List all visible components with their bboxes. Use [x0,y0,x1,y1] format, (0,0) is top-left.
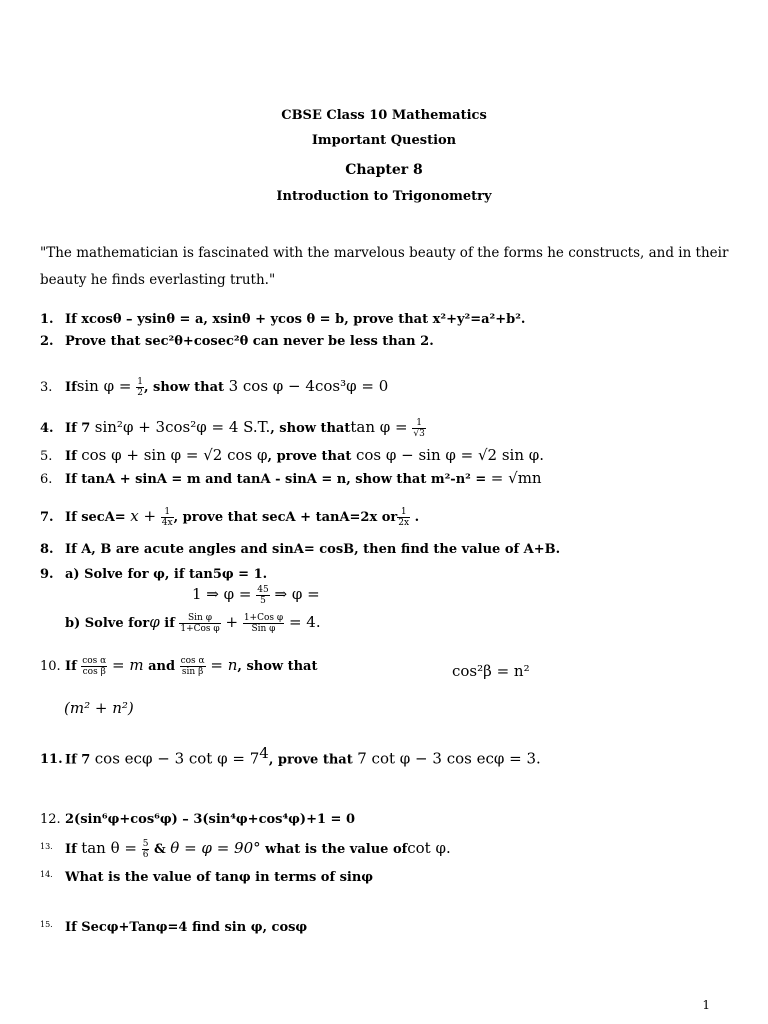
question-connector: , prove that [267,449,356,464]
question-number: 6. [40,472,53,487]
target-fraction: $\frac{1}{√3}$ [413,418,425,439]
question-text: If A, B are acute angles and sinA= cosB, then find the value of A+B. [65,542,561,557]
question-number: 1. [40,312,54,327]
question-number: 10. [40,659,61,674]
variable: φ [149,613,160,631]
question-tail: . [410,510,420,525]
target-expression: 3 cos φ − 4cos³φ = 0 [228,377,389,395]
given-fraction: $\frac{1}{4x}$ [161,507,173,528]
working-expression: 1 ⇒ φ = [192,585,257,603]
question-9b [65,613,748,634]
question-connector: if [159,616,180,631]
question-lead: If [65,842,82,857]
quote-text: "The mathematician is fascinated with the marvelous beauty of the forms he constructs, and in their beauty he finds everlasting truth." [40,245,729,288]
question-text: a) Solve for φ, if tan5φ = 1. [65,567,268,582]
question-text: If tanA + sinA = m and tanA - sinA = n, show that m²-n² = [65,472,491,487]
question-number: 5. [40,449,53,464]
question-connector: , prove that secA + tanA=2x or [173,510,398,525]
equation-1: = m [107,656,144,674]
question-number: 4. [40,421,54,436]
page-number: 1 [702,998,710,1012]
question-5 [40,446,748,464]
doc-title: CBSE Class 10 Mathematics [281,108,487,123]
working-fraction: $\frac{45}{5}$ [257,585,269,606]
question-number: 8. [40,542,54,557]
question-number: 14. [40,870,53,879]
question-number: 7. [40,510,54,525]
given-expression: x + [130,507,161,525]
chapter-label: Chapter 8 [345,162,423,178]
chapter-title: Introduction to Trigonometry [276,189,492,204]
question-lead: If 7 [65,752,95,768]
given-expression: cos φ + sin φ = √2 cos φ [81,446,268,464]
question-15 [40,920,748,935]
target-expression: cot φ. [407,839,451,857]
target-expression: cos²β = n² [452,662,530,680]
equation-2: = n [205,656,238,674]
question-connector: and [143,659,180,674]
question-connector: , show that [237,659,318,674]
question-connector: & [149,842,171,857]
doc-subtitle: Important Question [311,133,457,148]
fraction-1: $\frac{\text{cos α}}{\text{cos β}}$ [82,656,107,677]
question-number: 12. [40,812,61,827]
question-lead: If [65,380,77,395]
question-3 [40,377,748,398]
question-connector: , prove that [268,752,358,768]
target-fraction: $\frac{1}{2x}$ [398,507,410,528]
question-14 [40,870,748,885]
question-number: 11. [40,752,63,768]
question-10-target [452,662,748,680]
question-number: 3. [40,380,53,395]
question-11 [40,744,748,767]
given-fraction: $\frac{1}{2}$ [137,377,143,398]
given-expression: sin φ = [76,377,137,395]
working-tail: ⇒ φ = [269,585,320,603]
question-lead: If [65,659,82,674]
question-9-working [192,585,748,606]
question-number: 2. [40,334,54,349]
question-12 [40,812,748,827]
equation-tail: = 4. [284,613,321,631]
given-expression: cos ecφ − 3 cot φ = 7 [94,749,260,768]
condition-expression: θ = φ = 90° [170,839,261,857]
fraction-2: $\frac{\text{cos α}}{\text{sin β}}$ [180,656,205,677]
target-expression: = √mn [490,469,542,487]
question-text: If Secφ+Tanφ=4 find sin φ, cosφ [65,920,308,935]
given-expression: sin²φ + 3cos²φ = 4 S.T. [94,418,271,436]
question-lead: If 7 [65,421,95,436]
question-lead: If secA= [65,510,131,525]
plus-sign: + [220,613,243,631]
question-connector: , show that [270,421,351,436]
question-10-line2 [64,699,748,717]
fraction-2: $\frac{\text{1+Cos φ}}{\text{Sin φ}}$ [243,613,284,634]
target-expression: cos φ − sin φ = √2 sin φ. [355,446,545,464]
question-4 [40,418,748,439]
question-13 [40,839,748,860]
question-text: Prove that sec²θ+cosec²θ can never be less than 2. [65,334,434,349]
question-number: 15. [40,920,53,929]
question-text: What is the value of tanφ in terms of sinφ [65,870,374,885]
question-9 [40,567,748,582]
question-text: If xcosθ – ysinθ = a, xsinθ + ycos θ = b, prove that x²+y²=a²+b². [65,312,526,327]
question-text: b) Solve for [65,616,150,631]
fraction-1: $\frac{\text{Sin φ}}{\text{1+Cos φ}}$ [180,613,220,634]
question-7 [40,507,748,528]
question-number: 13. [40,842,53,851]
superscript: 4 [259,744,269,762]
question-lead: If [65,449,82,464]
target-expression: tan φ = [350,418,413,436]
question-tail: what is the value of [260,842,408,857]
target-expression: 7 cot φ − 3 cos ecφ = 3. [357,749,541,768]
question-number: 9. [40,567,54,582]
given-fraction: $\frac{5}{6}$ [142,839,149,860]
question-text: 2(sin⁶φ+cos⁶φ) – 3(sin⁴φ+cos⁴φ)+1 = 0 [65,812,356,827]
given-expression: tan θ = [81,839,142,857]
target-expression-2: (m² + n²) [64,699,134,717]
question-1 [40,312,748,327]
question-connector: , show that [143,380,229,395]
question-8 [40,542,748,557]
question-6 [40,469,748,487]
question-2 [40,334,748,349]
